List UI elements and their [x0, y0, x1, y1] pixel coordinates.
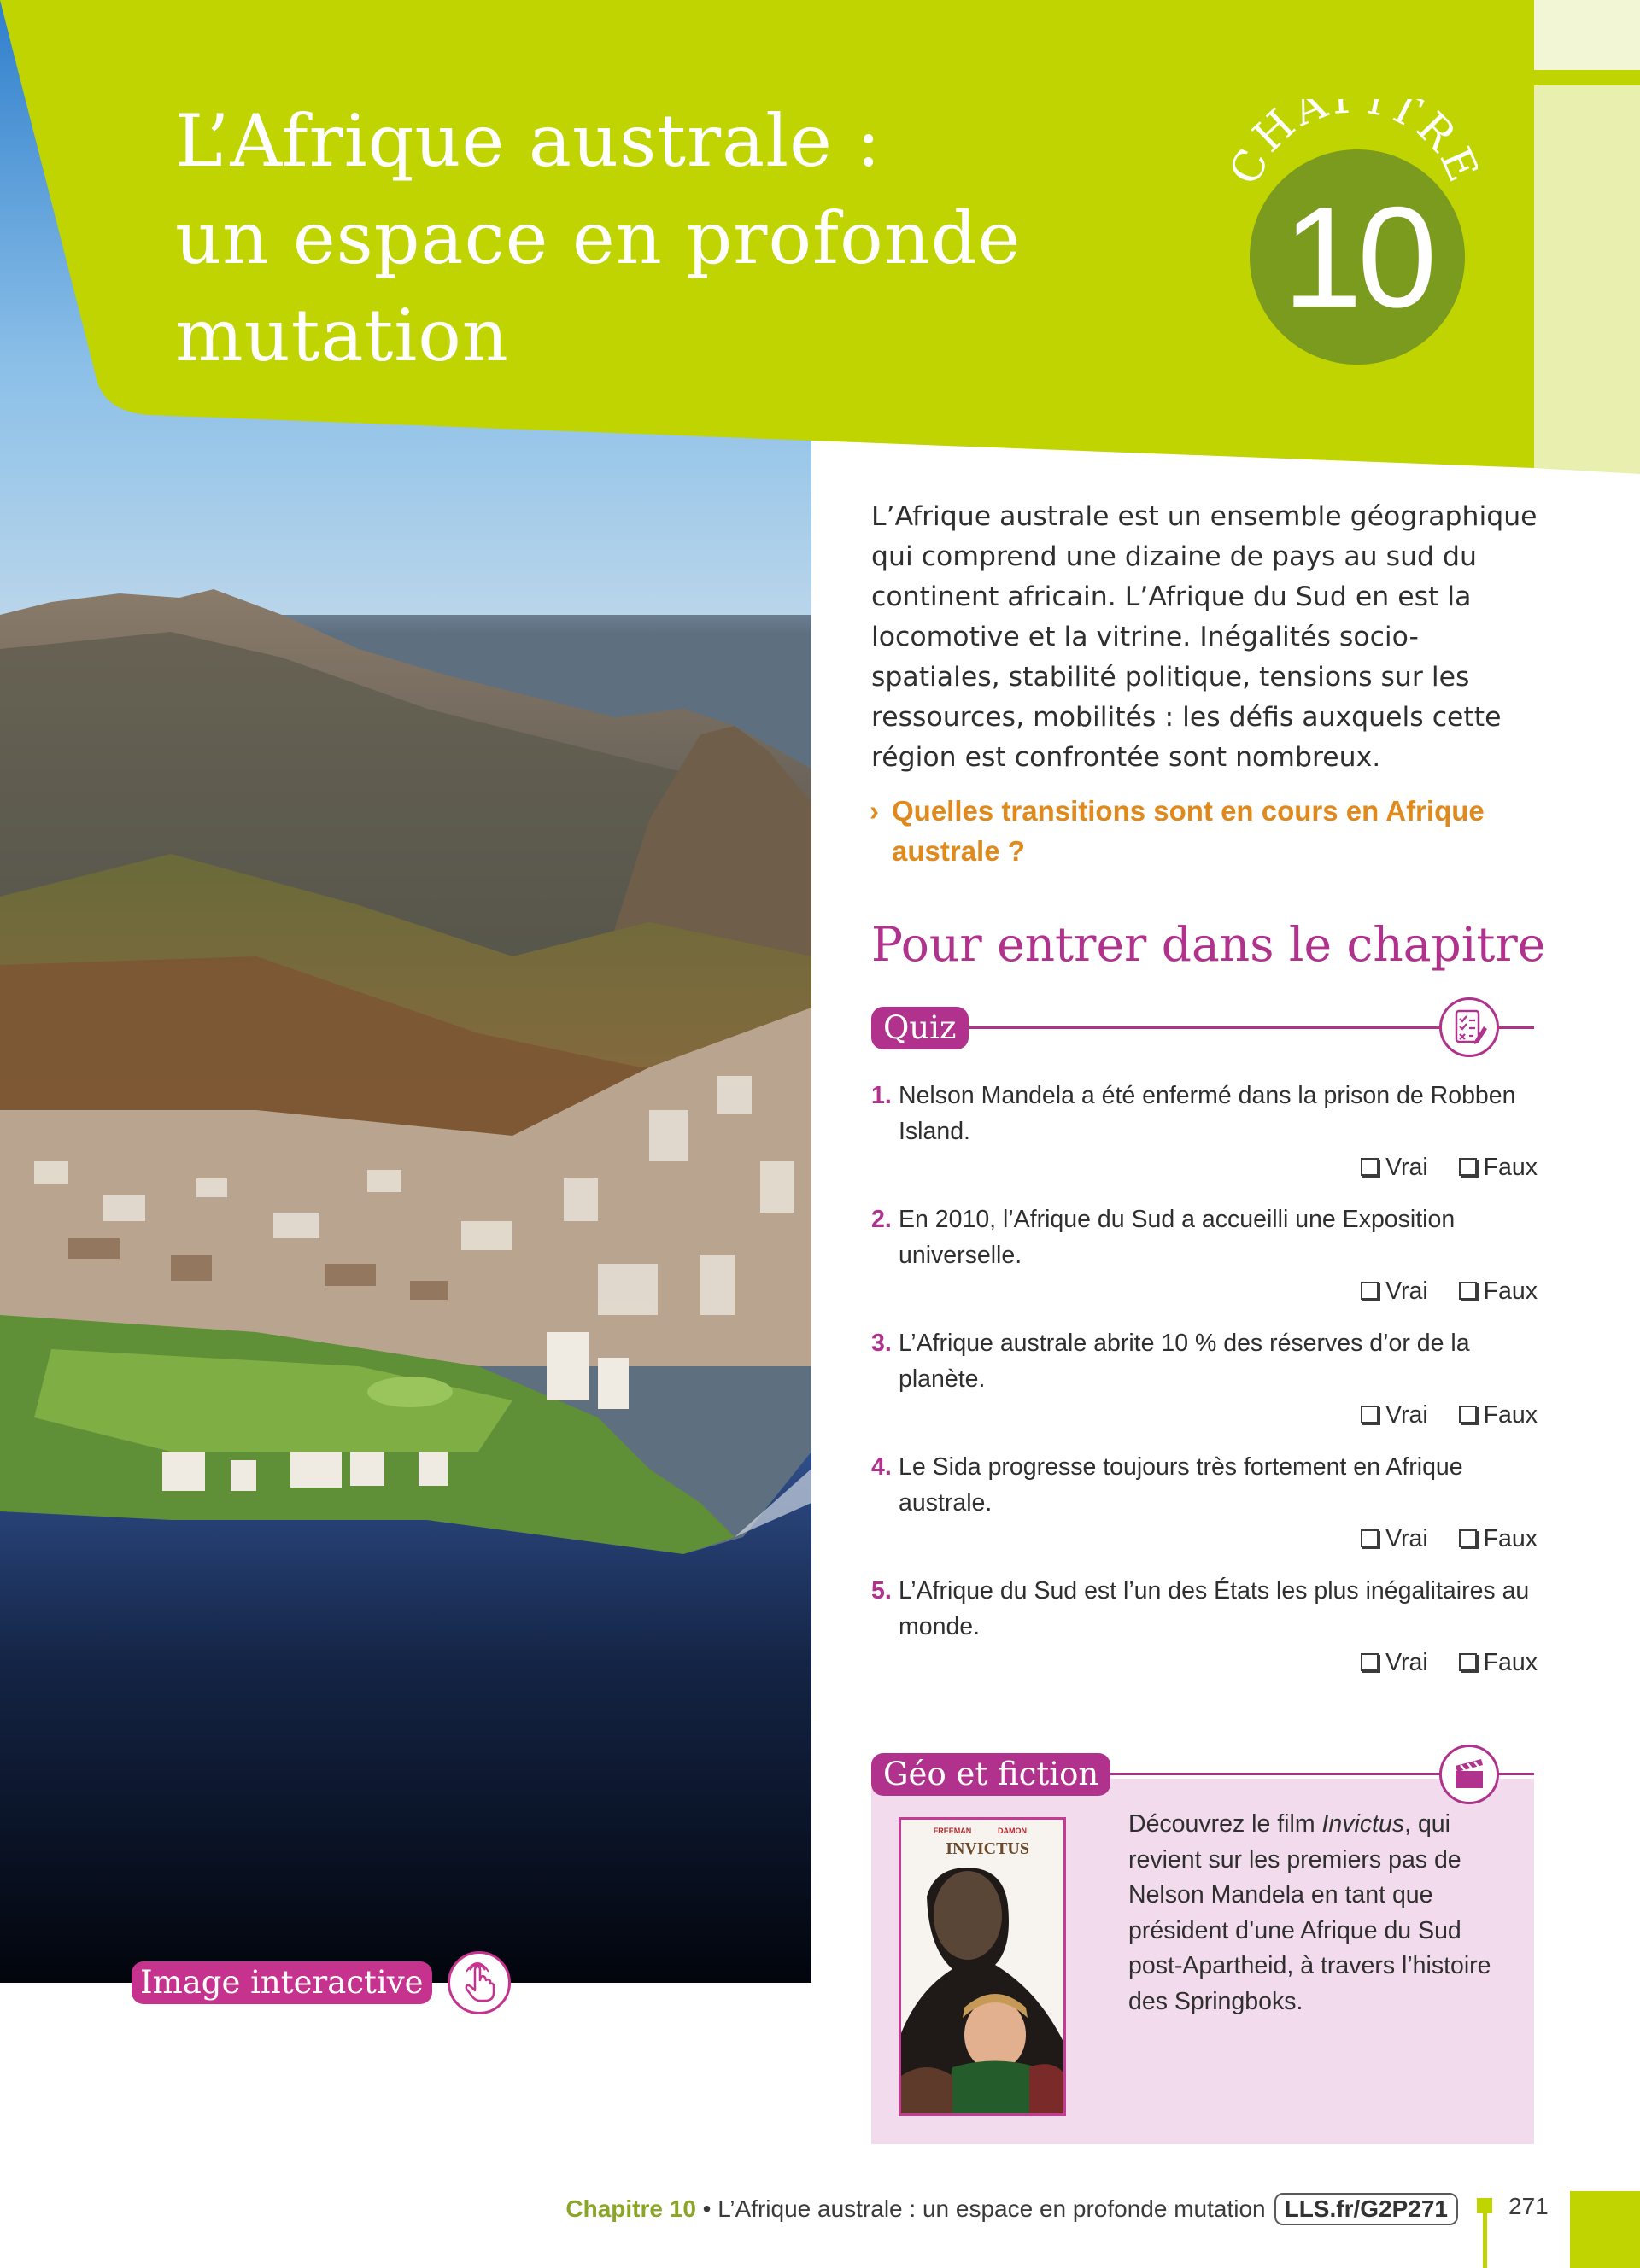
question-text: Le Sida progresse toujours très fortement en Afrique australe. [899, 1453, 1463, 1517]
checkbox-icon [1459, 1653, 1477, 1671]
answer-true-label: Vrai [1385, 1649, 1428, 1676]
quiz-question [871, 1449, 1538, 1573]
answer-true-checkbox[interactable] [1361, 1401, 1428, 1429]
intro-paragraph: L’Afrique australe est un ensemble géographique qui comprend une dizaine de pays au sud du continent africain. L’Afrique du Sud en est la locomotive et la vitrine. Inégalités socio-spatiales, stabilité politique, tensions sur les ressources, mobilités : les défis auxquels cette région est confrontée sont nombreux. [871, 501, 1538, 773]
answer-choices [1337, 1149, 1538, 1185]
chapter-title-line: mutation [175, 294, 509, 377]
chapter-word-text: HA ITR [1243, 99, 1468, 163]
answer-false-checkbox[interactable] [1459, 1154, 1538, 1181]
answer-true-label: Vrai [1385, 1154, 1428, 1181]
footer-square [1477, 2198, 1492, 2213]
question-number: 4. [871, 1453, 892, 1481]
question-text: En 2010, l’Afrique du Sud a accueilli une Exposition universelle. [899, 1206, 1456, 1269]
answer-false-label: Faux [1483, 1525, 1538, 1552]
chapter-title-line: L’Afrique australe : [175, 99, 882, 183]
answer-choices [1337, 1397, 1538, 1433]
quiz-label: Quiz [871, 1007, 969, 1049]
question-number: 1. [871, 1082, 892, 1109]
question-number: 3. [871, 1330, 892, 1357]
answer-true-checkbox[interactable] [1361, 1649, 1428, 1676]
checklist-icon[interactable] [1439, 997, 1499, 1057]
answer-true-label: Vrai [1385, 1525, 1428, 1552]
section-title: Pour entrer dans le chapitre [871, 917, 1546, 972]
answer-false-label: Faux [1483, 1649, 1538, 1676]
answer-false-label: Faux [1483, 1277, 1538, 1305]
chapter-title-line: un espace en profonde [175, 196, 1022, 280]
fiction-label: Géo et fiction [871, 1753, 1110, 1796]
quiz-question [871, 1573, 1538, 1697]
answer-true-checkbox[interactable] [1361, 1525, 1428, 1552]
answer-false-label: Faux [1483, 1401, 1538, 1429]
problem-question [870, 791, 1519, 871]
page-footer [0, 2177, 1640, 2268]
film-poster[interactable] [899, 1817, 1066, 2116]
question-text: Nelson Mandela a été enfermé dans la prison de Robben Island. [899, 1082, 1516, 1145]
chapter-title [175, 92, 1029, 384]
checkbox-icon [1361, 1158, 1379, 1176]
poster-actor-left: FREEMAN [933, 1827, 972, 1835]
answer-true-checkbox[interactable] [1361, 1154, 1428, 1181]
answer-false-label: Faux [1483, 1154, 1538, 1181]
quiz-question [871, 1201, 1538, 1325]
footer-chapter: Chapitre 10 [565, 2195, 696, 2222]
answer-false-checkbox[interactable] [1459, 1401, 1538, 1429]
checkbox-icon [1361, 1406, 1379, 1423]
answer-choices [1337, 1521, 1538, 1557]
quiz-list [871, 1078, 1538, 1697]
checkbox-icon [1361, 1282, 1379, 1300]
interactive-image-label[interactable]: Image interactive [132, 1961, 432, 2004]
checkbox-icon [1459, 1158, 1477, 1176]
problem-text: Quelles transitions sont en cours en Afrique australe ? [892, 795, 1485, 867]
chevron-right-icon: › [870, 795, 879, 827]
fiction-text-before: Découvrez le film [1128, 1810, 1322, 1838]
chapter-number: 10 [1282, 177, 1432, 337]
answer-choices [1337, 1645, 1538, 1681]
checkbox-icon [1361, 1653, 1379, 1671]
question-text: L’Afrique du Sud est l’un des États les plus inégalitaires au monde. [899, 1577, 1530, 1640]
answer-false-checkbox[interactable] [1459, 1525, 1538, 1552]
clapperboard-icon[interactable] [1439, 1745, 1499, 1804]
question-text: L’Afrique australe abrite 10 % des réserves d’or de la planète. [899, 1330, 1470, 1393]
answer-true-label: Vrai [1385, 1277, 1428, 1305]
quiz-question [871, 1325, 1538, 1449]
footer-separator: • [695, 2195, 718, 2222]
checkbox-icon [1459, 1282, 1477, 1300]
footer-title: L’Afrique australe : un espace en profonde mutation [718, 2195, 1266, 2222]
tap-hand-icon[interactable] [448, 1951, 511, 2014]
checkbox-icon [1459, 1529, 1477, 1547]
answer-false-checkbox[interactable] [1459, 1649, 1538, 1676]
chapter-badge [1250, 149, 1465, 365]
poster-title: INVICTUS [946, 1839, 1029, 1858]
answer-true-label: Vrai [1385, 1401, 1428, 1429]
answer-true-checkbox[interactable] [1361, 1277, 1428, 1305]
question-number: 5. [871, 1577, 892, 1605]
answer-false-checkbox[interactable] [1459, 1277, 1538, 1305]
footer-running-title [565, 2193, 1458, 2225]
fiction-description [1128, 1807, 1521, 2020]
film-title: Invictus [1321, 1810, 1405, 1838]
footer-block [1570, 2191, 1640, 2268]
poster-actor-right: DAMON [998, 1827, 1027, 1835]
fiction-text-after: , qui revient sur les premiers pas de Nelson Mandela en tant que président d’une Afrique du Sud post-Apartheid, à travers l’histoire des Springboks. [1128, 1810, 1491, 2015]
footer-link[interactable]: LLS.fr/G2P271 [1274, 2193, 1458, 2225]
answer-choices [1337, 1273, 1538, 1309]
checkbox-icon [1459, 1406, 1477, 1423]
question-number: 2. [871, 1206, 892, 1233]
quiz-question [871, 1078, 1538, 1201]
film-poster-art [901, 1820, 1063, 2113]
checkbox-icon [1361, 1529, 1379, 1547]
page-number: 271 [1508, 2193, 1549, 2219]
